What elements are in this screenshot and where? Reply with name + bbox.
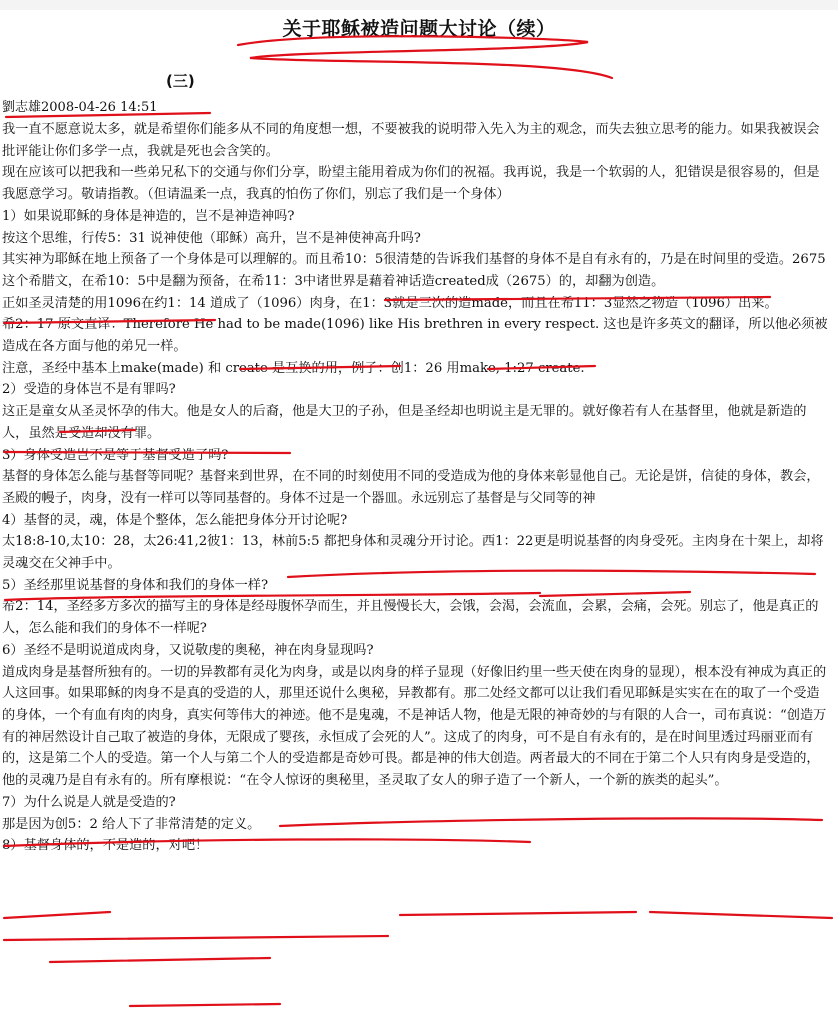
paragraph: 希2：17 原文直译：Therefore He had to be made(1096) like His brethren in every respect. 这也是许多英文的翻译，所以他必须被造成在各方面与他的弟兄一样。 [2,317,828,355]
paragraph: 这正是童女从圣灵怀孕的伟大。他是女人的后裔，他是大卫的子孙，但是圣经却也明说主是无罪的。就好像若有人在基督里，他就是新造的人，虽然是受造却没有罪。 [2,404,807,441]
question: 3）身体受造岂不是等于基督受造了吗? [2,447,229,463]
title-scribble [238,36,612,78]
paragraph: 基督的身体怎么能与基督等同呢？基督来到世界，在不同的时刻使用不同的受造成为他的身体来彰显他自己。无论是饼，信徒的身体，教会，圣殿的幔子，肉身，没有一样可以等同基督的。身体不过是一个器皿。永远别忘了基督是与父同等的神 [2,469,820,506]
underline [4,936,388,940]
page-title: 关于耶稣被造问题大讨论（续） [282,18,556,40]
paragraph: 我一直不愿意说太多，就是希望你们能多从不同的角度想一想，不要被我的说明带入先入为主的观念，而失去独立思考的能力。如果我被误会批评能让你们多学一点，我就是死也会含笑的。 [2,122,820,159]
underline [4,912,110,918]
question: 7）为什么说是人就是受造的? [2,794,176,810]
question: 5）圣经那里说基督的身体和我们的身体一样? [2,577,269,593]
underline [130,1004,280,1006]
question: 1）如果说耶稣的身体是神造的，岂不是神造神吗? [2,208,295,224]
underline [50,958,270,962]
question: 4）基督的灵，魂，体是个整体，怎么能把身体分开讨论呢? [2,512,348,528]
article-body [2,119,832,857]
section-number: (三) [166,72,195,90]
underline [400,912,636,915]
paragraph: 按这个思维，行传5：31 说神使他（耶稣）高升，岂不是神使神高升吗? [2,230,421,246]
paragraph: 希2：14，圣经多方多次的描写主的身体是经母腹怀孕而生，并且慢慢长大，会饿，会渴，会流血，会累，会痛，会死。别忘了，他是真正的人，怎么能和我们的身体不一样呢? [2,599,819,637]
paragraph: 注意，圣经中基本上make(made) 和 create 是互换的用，例子：创1：26 用make, 1:27 create. [2,360,585,376]
question: 8）基督身体的，不是造的，对吧！ [2,838,209,854]
paragraph: 现在应该可以把我和一些弟兄私下的交通与你们分享，盼望主能用着成为你们的祝福。我再说，我是一个软弱的人，犯错误是很容易的，但是我愿意学习。敬请指教。（但请温柔一点，我真的怕伤了你们，别忘了我们是一个身体） [2,165,820,203]
paragraph: 那是因为创5：2 给人下了非常清楚的定义。 [2,816,261,832]
paragraph: 正如圣灵清楚的用1096在约1：14 道成了（1096）肉身，在1：3就是三次的造made，而且在希11：3显然之物造（1096）出来。 [2,295,778,311]
paragraph: 其实神为耶稣在地上预备了一个身体是可以理解的。而且希10：5很清楚的告诉我们基督的身体不是自有永有的，乃是在时间里的受造。2675 这个希腊文，在希10：5中是翻为预备，在希11：3中诸世界是藉着神话造created成（2675）的，却翻为创造。 [2,252,826,289]
author-timestamp: 劉志雄2008-04-26 14:51 [2,100,158,115]
paragraph: 道成肉身是基督所独有的。一切的异教都有灵化为肉身，或是以肉身的样子显现（好像旧约里一些天使在肉身的显现），根本没有神成为真正的人这回事。如果耶稣的肉身不是真的受造的人，那里还说什么奥秘，异教都有。那二处经文都可以让我们看见耶稣是实实在在的取了一个受造的身体，一个有血有肉的肉身，真实何等伟大的神迹。他不是鬼魂，不是神话人物，他是无限的神奇妙的与有限的人合一，司布真说：“创造万有的神居然设计自己取了被造的身体，无限成了婴孩，永恒成了会死的人”。这成了的肉身，可不是自有永有的，是在时间里透过玛丽亚而有的，这是第二个人的受造。第一个人与第二个人的受造都是奇妙可畏。都是神的伟大创造。两者最大的不同在于第二个人只有肉身是受造的，他的灵魂乃是自有永有的。所有摩根说：“在令人惊讶的奥秘里，圣灵取了女人的卵子造了一个新人，一个新的族类的起头”。 [2,664,827,789]
question: 2）受造的身体岂不是有罪吗? [2,382,176,398]
question: 6）圣经不是明说道成肉身，又说敬虔的奥秘，神在肉身显现吗? [2,642,374,658]
underline [650,912,832,918]
paragraph: 太18:8-10,太10：28，太26:41,2彼1：13，林前5:5 都把身体和灵魂分开讨论。西1：22更是明说基督的肉身受死。主肉身在十架上，却将灵魂交在父神手中。 [2,534,824,572]
top-strip [0,0,838,10]
